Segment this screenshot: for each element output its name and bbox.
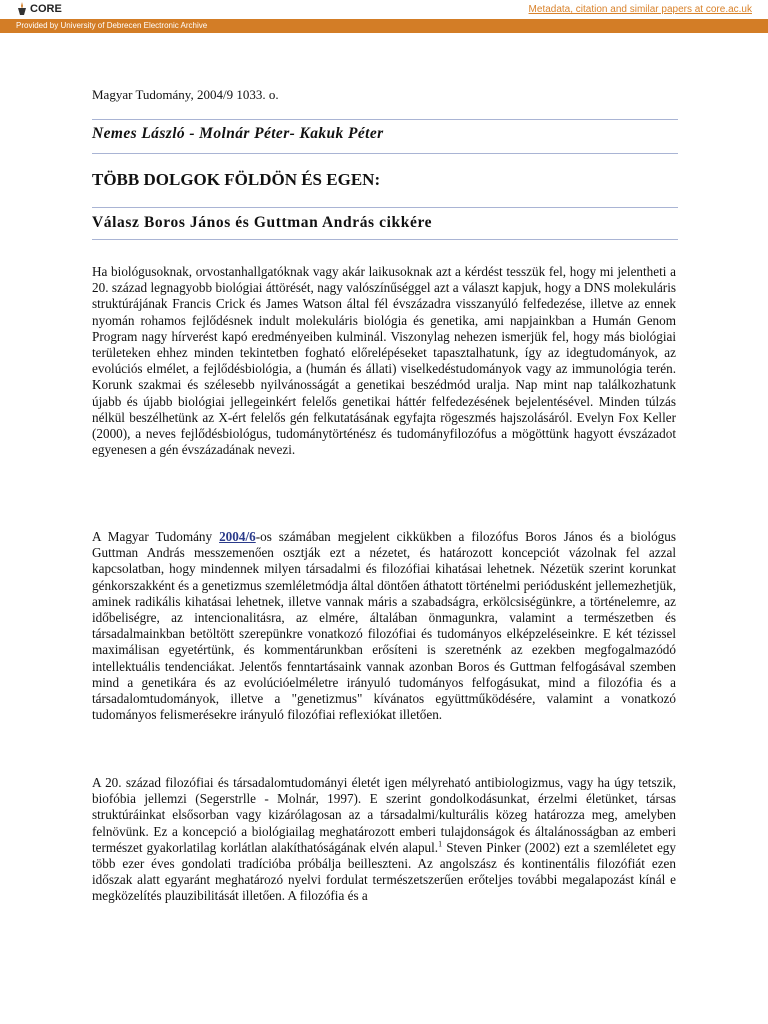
divider (92, 239, 678, 240)
authors: Nemes László - Molnár Péter- Kakuk Péter (92, 125, 384, 142)
paragraph-1 (92, 264, 676, 458)
paragraph-3 (92, 775, 676, 905)
core-logo-text: CORE (30, 3, 62, 15)
journal-citation: Magyar Tudomány, 2004/9 1033. o. (92, 87, 279, 102)
footnote-marker[interactable]: 1 (438, 839, 443, 849)
divider (92, 207, 678, 208)
article-title: TÖBB DOLGOK FÖLDÖN ÉS EGEN: (92, 170, 381, 189)
divider (92, 153, 678, 154)
core-header-bar (0, 0, 768, 19)
core-logo[interactable] (16, 2, 62, 16)
issue-link[interactable]: 2004/6 (219, 529, 256, 544)
paragraph-3-text-rest: Steven Pinker (2002) ezt a szemléletet egy több ezer éves gondolati tradícióba próbálja beilleszteni. Az angolszász és kontinentális filozófiát ezen időszak alatt egyaránt meghatározó nyelvi fordulat természetszerűen erőteljes további megalapozást kínál e megközelítés plauzibilitását illetően. A filozófia és a (92, 839, 676, 904)
divider (92, 119, 678, 120)
paragraph-2-text-start: A Magyar Tudomány (92, 529, 220, 544)
paragraph-2-text-rest: -os számában megjelent cikkükben a filozófus Boros János és a biológus Guttman András messzemenően osztják ezt a nézetet, és határozott koncepciót vázolnak fel azzal kapcsolatban, hogy mindennek milyen társadalmi és filozófiai kihatásai lehetnek. Nézetük szerint korunkat génkorszakként és a genetizmus szemléletmódja által döntően áthatott történelmi periódusként jellemezhetjük, aminek radikális kihatásai lehetnek, illetve vannak máris a szabadságra, erkölcsiségünkre, a történelemre, az időbeliségre, az intencionalitásra, az elmére, általában önmagunkra, valamint a természetben és társadalmainkban betöltött szerepünkre vonatkozó filozófiai és tudományos elképzeléseinkre. E két tézissel maximálisan egyetértünk, és kommentárunkban erősíteni is szeretnénk az ezekben megfogalmazódó intellektuális tendenciákat. Jelentős fenntartásaink vannak azonban Boros és Guttman felfogásával szemben mind a genetikára és az evolúcióelméletre irányuló tudományos felfogásukat, mind a filozófia és a társadalomtudományok, illetve a "genetizmus" kívánatos együttműködésére, valamint a vonatkozó tudományos felismerésekre irányuló filozófiai reflexiókat illetően. (92, 529, 676, 723)
provider-text: Provided by University of Debrecen Electronic Archive (16, 21, 208, 30)
article-subtitle: Válasz Boros János és Guttman András cikkére (92, 214, 433, 231)
core-metadata-link[interactable]: Metadata, citation and similar papers at core.ac.uk (528, 4, 752, 15)
provider-banner (0, 19, 768, 33)
core-logo-icon (16, 2, 28, 16)
paragraph-2 (92, 529, 676, 723)
paragraph-3-text-start: A 20. század filozófiai és társadalomtudományi életét igen mélyreható antibiologizmus, vagy ha úgy tetszik, biofóbia jellemzi (Segerstrlle - Molnár, 1997). E szerint gondolkodásunkat, érzelmi életünket, társas struktúráinkat elsősorban vagy kizárólagosan az a társadalmi/kulturális közeg határozza meg, amelyben felnövünk. Ez a koncepció a biológiailag meghatározott emberi tulajdonságok és általánosságban az emberi természet gyakorlatilag korlátlan alakíthatóságának elvén alapul. (92, 775, 676, 855)
paragraph-1-text: Ha biológusoknak, orvostanhallgatóknak vagy akár laikusoknak azt a kérdést tesszük fel, hogy mi jelentheti a 20. század legnagyobb biológiai áttörését, nagy valószínűséggel azt a választ kapjuk, hogy a DNS molekuláris struktúrájának Francis Crick és James Watson által fél évszázadra visszanyúló felfedezése, illetve az ennek nyomán rohamos fejlődésnek indult molekuláris biológia és genetika, ami napjainkban a Humán Genom Program nagy hírverést kapó eredményeiben kulminál. Viszonylag nehezen ismerjük fel, hogy más biológiai területeken ehhez minden tekintetben fogható előrelépéseket tapasztalhatunk, így az idegtudományok, az evolúciós elmélet, a fejlődésbiológia, a (humán és állati) viselkedéstudományok vagy az immunológia terén. Korunk szakmai és szélesebb nyilvánosságát a genetikai beszédmód uralja. Nap mint nap találkozhatunk újabb és újabb biológiai jellegeinkért felelős genetikai háttér felfedezésének bejelentésével. Minden túlzás nélkül beszélhetünk az X-ért felelős gén felkutatásának egyfajta rögeszmés hajszolásáról. Evelyn Fox Keller (2000), a neves fejlődésbiológus, tudománytörténész és tudományfilozófus a mögöttünk hagyott évszázadot egyenesen a gén évszázadának nevezi. (92, 264, 676, 458)
